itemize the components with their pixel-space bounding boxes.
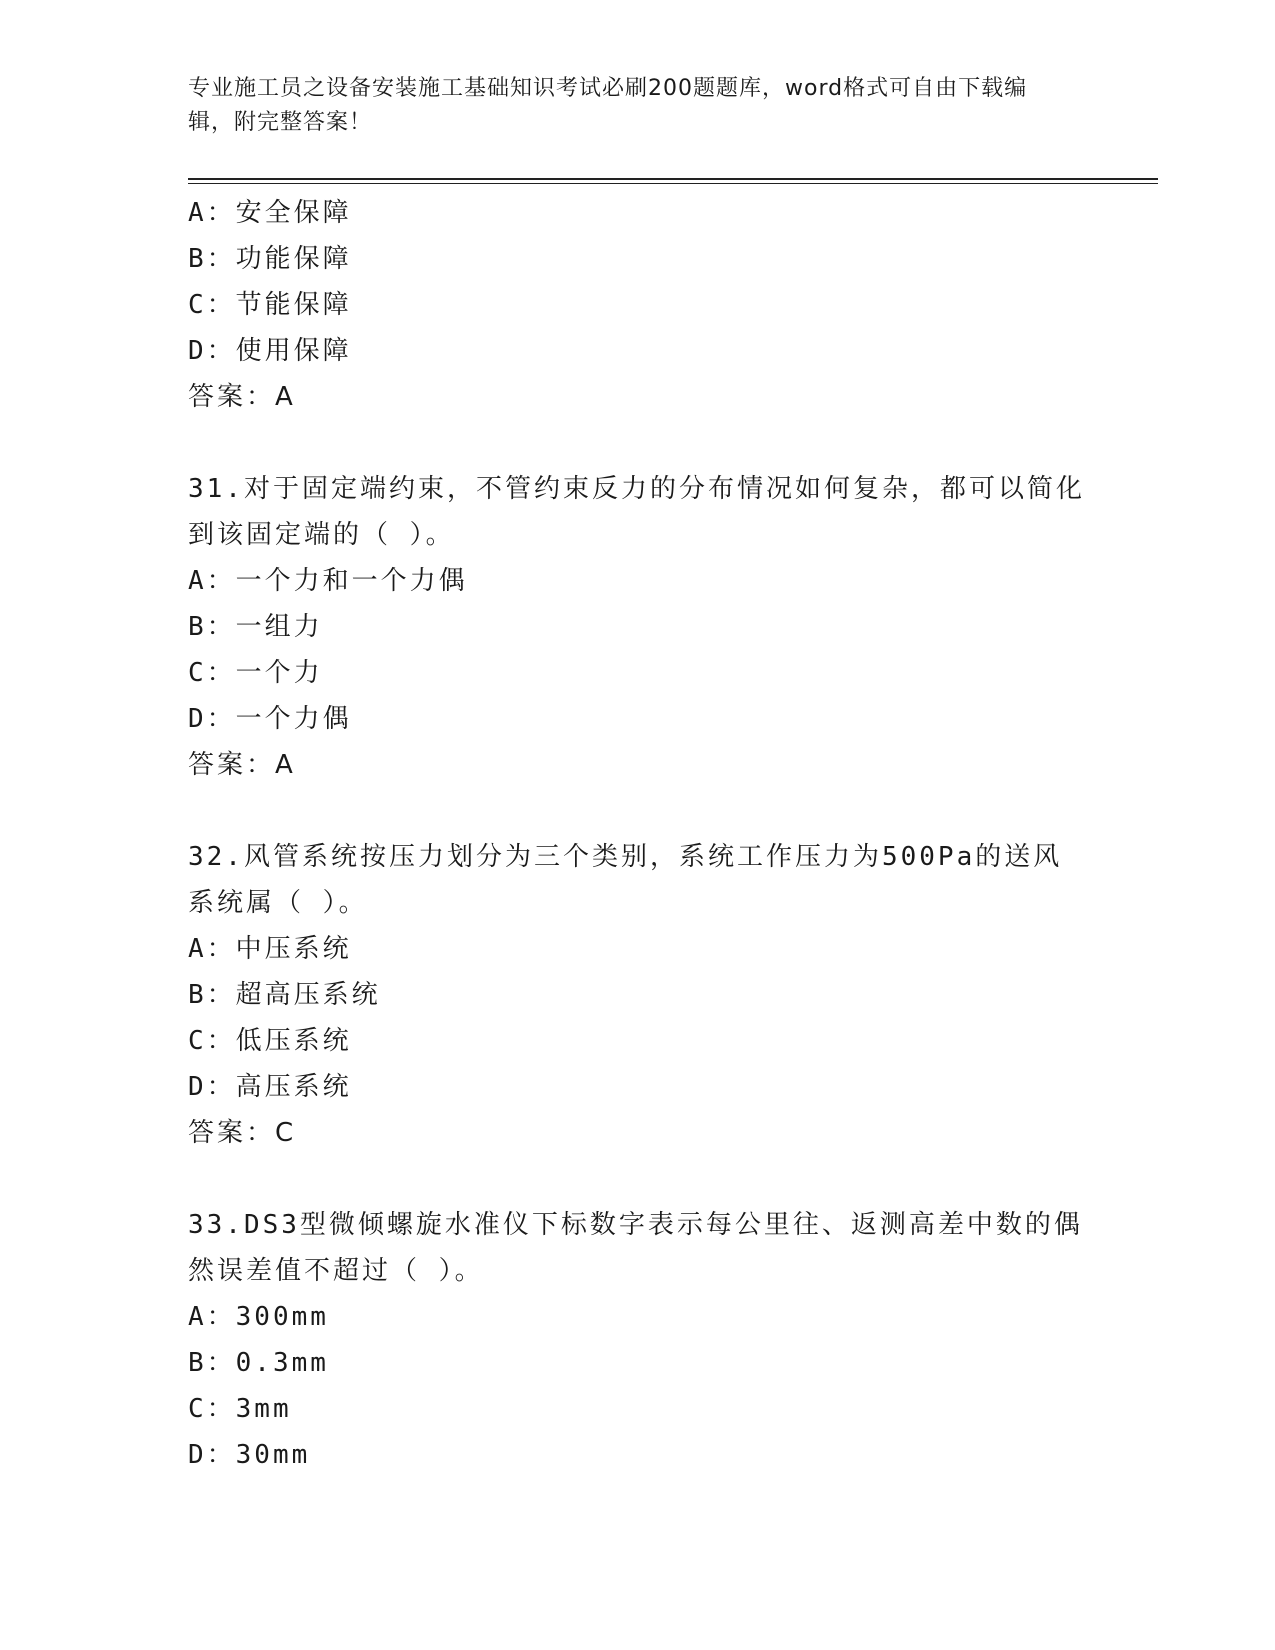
option-a: A：中压系统 [188, 934, 352, 964]
option-b: B：0.3mm [188, 1348, 329, 1378]
prev-question-block [188, 190, 1088, 420]
question-32 [188, 834, 1088, 1156]
header-rule-thin [188, 183, 1158, 184]
option-c: C：节能保障 [188, 290, 352, 320]
question-31 [188, 466, 1088, 788]
page-header: 专业施工员之设备安装施工基础知识考试必刷200题题库，word格式可自由下载编辑，附完整答案！ [188, 76, 1028, 135]
answer-line: 答案：C [188, 1118, 297, 1148]
question-33 [188, 1202, 1088, 1478]
document-body [188, 190, 1088, 1478]
option-d: D：高压系统 [188, 1072, 352, 1102]
answer-line: 答案：A [188, 382, 296, 412]
header-rule-thick [188, 178, 1158, 180]
option-b: B：超高压系统 [188, 980, 381, 1010]
option-c: C：3mm [188, 1394, 292, 1424]
answer-line: 答案：A [188, 750, 296, 780]
question-text: 33.DS3型微倾螺旋水准仪下标数字表示每公里往、返测高差中数的偶然误差值不超过（ ）。 [188, 1210, 1083, 1286]
option-d: D：30mm [188, 1440, 311, 1470]
option-d: D：一个力偶 [188, 704, 352, 734]
option-a: A：一个力和一个力偶 [188, 566, 468, 596]
question-text: 31.对于固定端约束，不管约束反力的分布情况如何复杂，都可以简化到该固定端的（ ）。 [188, 474, 1085, 550]
question-text: 32.风管系统按压力划分为三个类别，系统工作压力为500Pa的送风系统属（ ）。 [188, 842, 1063, 918]
option-a: A：安全保障 [188, 198, 352, 228]
option-c: C：一个力 [188, 658, 323, 688]
option-b: B：功能保障 [188, 244, 352, 274]
option-c: C：低压系统 [188, 1026, 352, 1056]
option-a: A：300mm [188, 1302, 329, 1332]
option-d: D：使用保障 [188, 336, 352, 366]
option-b: B：一组力 [188, 612, 323, 642]
